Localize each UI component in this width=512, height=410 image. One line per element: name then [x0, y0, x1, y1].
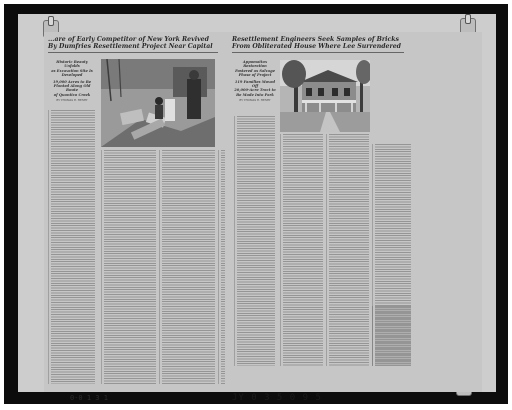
clipping-sheet	[44, 32, 482, 392]
photo-frame	[4, 4, 508, 404]
left-headline-rule	[48, 52, 218, 53]
left-deck-2: 19,000 Acres to Be Planted Along Old Route of Quantico Creek	[52, 79, 92, 97]
construction-photo-image	[101, 59, 215, 147]
right-byline: BY THOMAS R. HENRY	[239, 99, 271, 103]
left-deck-1: Historic Beauty Unfolds as Excavation Site Is Developed	[51, 60, 93, 78]
right-deck-1: Appomattox Restoration Fostered as Salvage Phase of Project	[235, 60, 275, 78]
right-headline-rule	[232, 52, 404, 53]
left-column-sliver	[218, 150, 227, 384]
bottom-caption: JY 0 3 5 0 9 5	[232, 393, 322, 403]
left-column-2	[101, 150, 158, 384]
right-article	[232, 36, 404, 55]
right-headline-line1: Resettlement Engineers Seek Samples of Bricks	[232, 36, 400, 43]
left-photo-construction	[101, 59, 215, 147]
mount-board	[18, 14, 496, 392]
left-headline-line2: By Dumfries Resettlement Project Near Capital	[48, 43, 213, 51]
right-column-2	[280, 134, 325, 366]
left-column-1	[48, 110, 97, 384]
right-column-1	[234, 116, 277, 366]
left-article	[48, 36, 218, 55]
right-headline-line2: From Obliterated House Where Lee Surrendered	[232, 43, 401, 51]
left-headline-line1: ...are of Early Competitor of New York Revived	[48, 36, 209, 43]
left-column-3	[159, 150, 217, 384]
house-photo-image	[280, 60, 370, 132]
right-deck-2: 119 Families Moved Off 20,000-Acre Tract to Be Made Into Park	[234, 79, 276, 97]
bottom-caption-left: 0-0 1 3 1	[70, 394, 108, 402]
right-deck-block	[234, 60, 276, 104]
right-column-3	[326, 134, 371, 366]
left-byline: BY THOMAS R. HENRY	[56, 99, 88, 103]
left-deck-block	[48, 60, 96, 104]
right-photo-house	[280, 60, 370, 132]
right-column-4-lower	[372, 306, 413, 366]
